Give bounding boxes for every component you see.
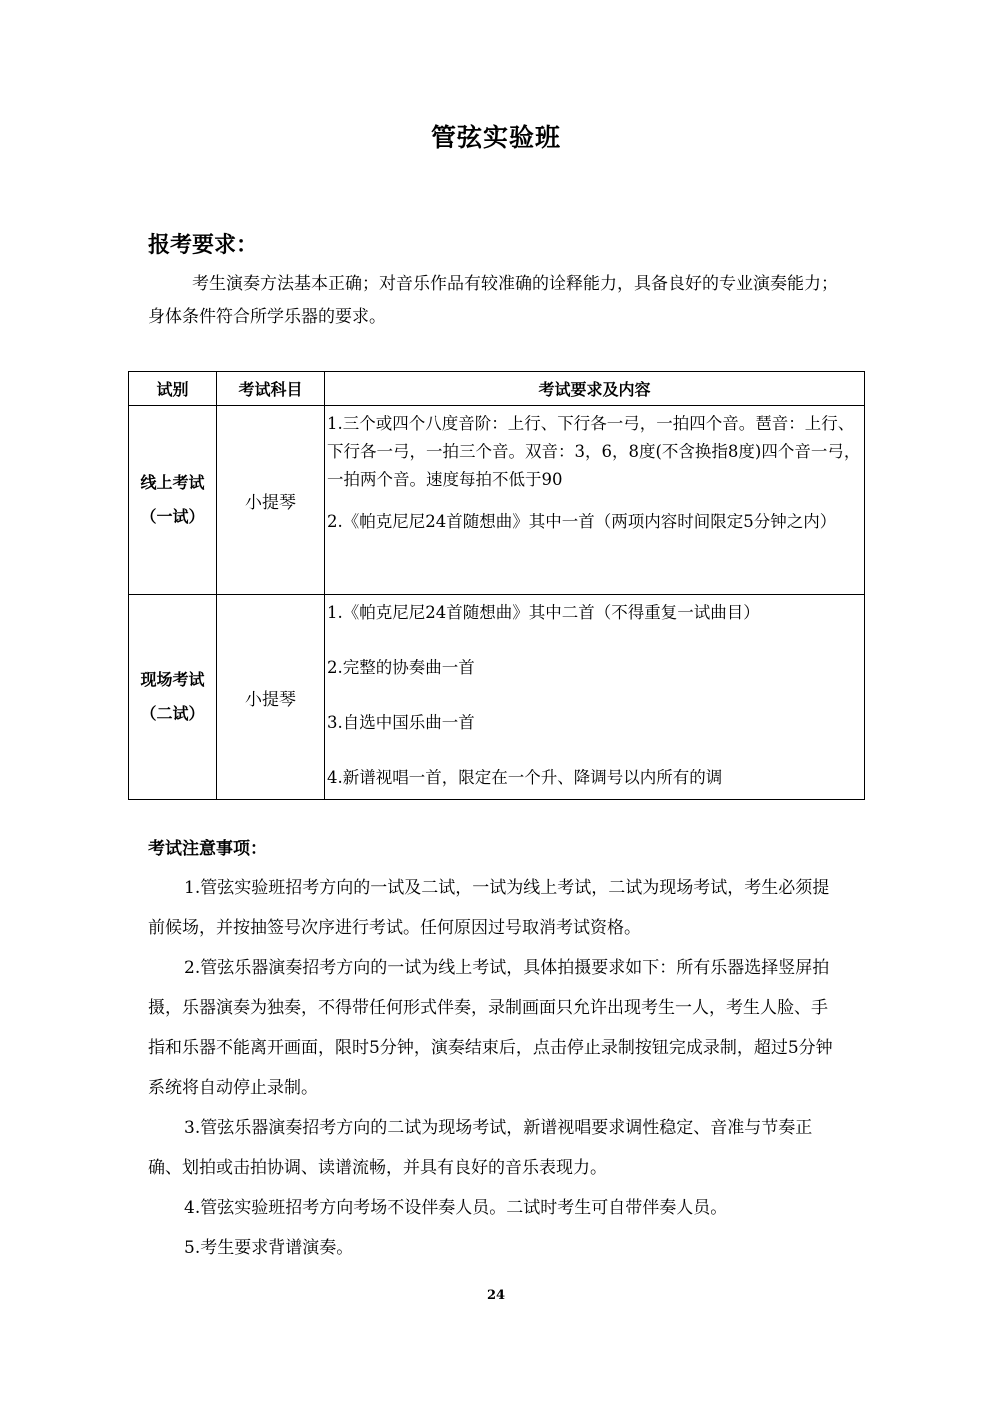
exam-type-line: 线上考试 <box>140 473 205 492</box>
note-item: 5.考生要求背谱演奏。 <box>184 1238 354 1258</box>
exam-type-line: （二试） <box>140 704 205 723</box>
notes-list <box>148 868 838 1268</box>
exam-subject-cell: 小提琴 <box>217 406 325 595</box>
header-exam-type: 试别 <box>129 372 217 406</box>
page-title: 管弦实验班 <box>430 123 561 152</box>
table-row <box>129 595 865 800</box>
table-header-row <box>129 372 865 406</box>
note-item: 1.管弦实验班招考方向的一试及二试，一试为线上考试，二试为现场考试，考生必须提前候场，并按抽签号次序进行考试。任何原因过号取消考试资格。 <box>148 878 830 938</box>
page-number: 24 <box>486 1288 506 1303</box>
exam-content-cell <box>325 406 865 595</box>
exam-type-line: 现场考试 <box>140 670 205 689</box>
content-item: 4.新谱视唱一首，限定在一个升、降调号以内所有的调 <box>327 768 723 787</box>
table-row <box>129 406 865 595</box>
requirements-heading: 报考要求： <box>148 232 259 258</box>
content-item: 2.完整的协奏曲一首 <box>327 658 475 677</box>
note-item: 3.管弦乐器演奏招考方向的二试为现场考试，新谱视唱要求调性稳定、音准与节奏正确、划拍或击拍协调、读谱流畅，并具有良好的音乐表现力。 <box>148 1118 813 1178</box>
exam-type-cell <box>129 595 217 800</box>
exam-type-line: （一试） <box>140 507 205 526</box>
exam-subject-cell: 小提琴 <box>217 595 325 800</box>
header-exam-subject: 考试科目 <box>217 372 325 406</box>
note-item: 2.管弦乐器演奏招考方向的一试为线上考试，具体拍摄要求如下：所有乐器选择竖屏拍摄，乐器演奏为独奏，不得带任何形式伴奏，录制画面只允许出现考生一人，考生人脸、手指和乐器不能离开画面，限时5分钟，演奏结束后，点击停止录制按钮完成录制，超过5分钟系统将自动停止录制。 <box>148 958 833 1098</box>
content-item: 1.《帕克尼尼24首随想曲》其中二首（不得重复一试曲目） <box>327 603 760 622</box>
exam-requirements-table <box>128 371 865 800</box>
content-item: 1.三个或四个八度音阶：上行、下行各一弓，一拍四个音。琶音：上行、下行各一弓，一拍三个音。双音：3，6，8度(不含换指8度)四个音一弓，一拍两个音。速度每拍不低于90 <box>327 414 861 489</box>
header-exam-content: 考试要求及内容 <box>325 372 865 406</box>
content-item: 3.自选中国乐曲一首 <box>327 713 475 732</box>
notes-heading: 考试注意事项： <box>148 839 267 859</box>
requirements-text: 考生演奏方法基本正确；对音乐作品有较准确的诠释能力，具备良好的专业演奏能力；身体条件符合所学乐器的要求。 <box>148 274 838 327</box>
exam-content-cell <box>325 595 865 800</box>
exam-type-cell <box>129 406 217 595</box>
content-item: 2.《帕克尼尼24首随想曲》其中一首（两项内容时间限定5分钟之内） <box>327 512 837 531</box>
note-item: 4.管弦实验班招考方向考场不设伴奏人员。二试时考生可自带伴奏人员。 <box>184 1198 728 1218</box>
